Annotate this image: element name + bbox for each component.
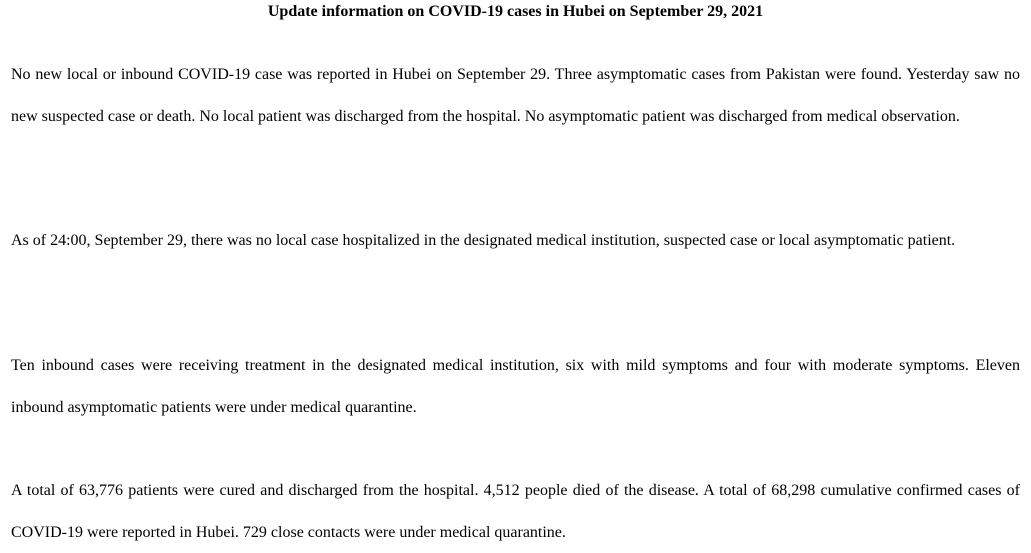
paragraph-new-cases: No new local or inbound COVID-19 case was reported in Hubei on September 29. Three asymptomatic cases from Pakistan were found. Yesterday saw no new suspected case or death. No local patient was discharged from the hospital. No asymptomatic patient was discharged from medical observation. — [11, 66, 1020, 125]
paragraph-cumulative-totals: A total of 63,776 patients were cured and discharged from the hospital. 4,512 people died of the disease. A total of 68,298 cumulative confirmed cases of COVID-19 were reported in Hubei. 729 close contacts were under medical quarantine. — [11, 482, 1020, 541]
paragraph-inbound-treatment: Ten inbound cases were receiving treatment in the designated medical institution, six with mild symptoms and four with moderate symptoms. Eleven inbound asymptomatic patients were under medical quarantine. — [11, 357, 1020, 416]
page-title: Update information on COVID-19 cases in Hubei on September 29, 2021 — [267, 3, 764, 20]
paragraph-local-status: As of 24:00, September 29, there was no local case hospitalized in the designated medical institution, suspected case or local asymptomatic patient. — [11, 232, 956, 249]
